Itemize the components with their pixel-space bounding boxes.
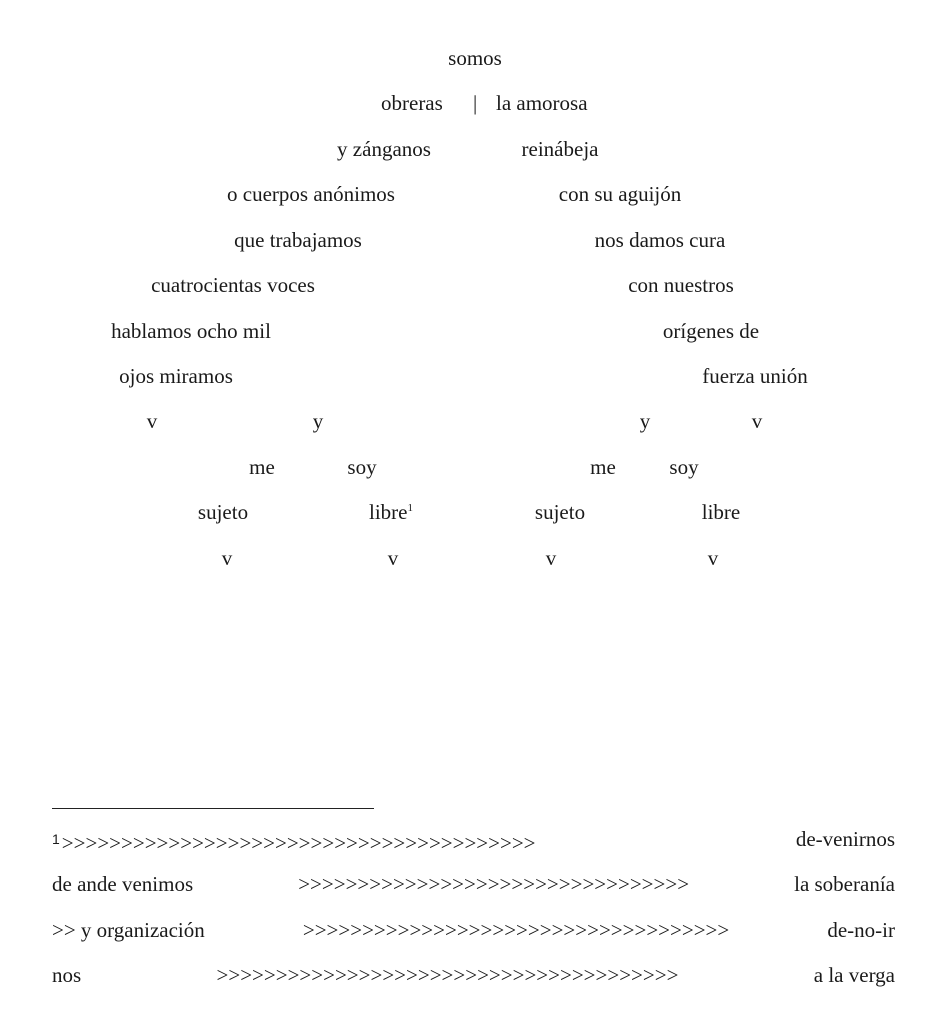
footnote-line-2-start: de ande venimos <box>52 872 194 896</box>
poem-word-con-nuestros: con nuestros <box>628 273 734 297</box>
poem-word-libre: libre <box>369 500 408 524</box>
poem-letter-v: v <box>387 546 399 570</box>
poem-word-nos-damos-cura: nos damos cura <box>594 228 726 252</box>
footnote-line-3-start: >> y organización <box>52 918 205 942</box>
poem-word-me: me <box>249 455 275 479</box>
poem-word-cuatrocientas-voces: cuatrocientas voces <box>151 273 315 297</box>
footnote-line-4-end: a la verga <box>813 963 895 987</box>
poem-letter-v: v <box>707 546 719 570</box>
poem-word-origenes-de: orígenes de <box>662 319 760 343</box>
footnote-arrows: >>>>>>>>>>>>>>>>>>>>>>>>>>>>>>>>>>>> <box>302 918 730 942</box>
footnote-line-1 <box>52 826 895 856</box>
poem-word-fuerza-union: fuerza unión <box>702 364 808 388</box>
footnote-line-4-start: nos <box>52 963 82 987</box>
poem-word-que-trabajamos: que trabajamos <box>234 228 362 252</box>
poem-letter-y: y <box>312 409 324 433</box>
poem-word-libre-with-footnote <box>369 499 413 525</box>
poem-letter-y: y <box>639 409 651 433</box>
footnote-line-3 <box>52 917 895 943</box>
poem-word-cuerpos-anonimos: o cuerpos anónimos <box>227 182 395 206</box>
poem-letter-v: v <box>221 546 233 570</box>
footnote-line-4 <box>52 962 895 988</box>
poem-word-somos: somos <box>448 46 502 70</box>
poem-separator-bar: | <box>473 91 478 115</box>
footnote-line-2 <box>52 871 895 897</box>
footnote-reference: 1 <box>407 502 413 514</box>
poem-word-y-zanganos: y zánganos <box>337 137 431 161</box>
poem-word-ojos-miramos: ojos miramos <box>119 364 233 388</box>
poem-letter-v: v <box>146 409 158 433</box>
poem-word-obreras: obreras <box>381 91 443 115</box>
poem-letter-v: v <box>545 546 557 570</box>
poem-word-soy: soy <box>669 455 699 479</box>
footnote-arrows: >>>>>>>>>>>>>>>>>>>>>>>>>>>>>>>>> <box>298 872 690 896</box>
footnote-marker: 1 <box>52 831 60 847</box>
footnote-arrows: >>>>>>>>>>>>>>>>>>>>>>>>>>>>>>>>>>>>>>>> <box>61 831 536 855</box>
poem-word-con-su-aguijon: con su aguijón <box>558 182 682 206</box>
poem-word-libre: libre <box>701 500 741 524</box>
poem-word-reinabeja: reinábeja <box>521 137 599 161</box>
footnote-arrows: >>>>>>>>>>>>>>>>>>>>>>>>>>>>>>>>>>>>>>> <box>216 963 679 987</box>
poem-word-sujeto: sujeto <box>534 500 586 524</box>
poem-word-hablamos-ocho-mil: hablamos ocho mil <box>111 319 271 343</box>
poem-letter-v: v <box>751 409 763 433</box>
footnote-line-3-end: de-no-ir <box>827 918 895 942</box>
footnote-line-1-end: de-venirnos <box>795 827 895 851</box>
footnote-line-2-end: la soberanía <box>794 872 895 896</box>
poem-word-la-amorosa: la amorosa <box>496 91 588 115</box>
poem-word-me: me <box>590 455 616 479</box>
footnote-separator-rule <box>52 808 374 809</box>
poem-word-sujeto: sujeto <box>197 500 249 524</box>
poem-word-soy: soy <box>347 455 377 479</box>
footnote-line-1-start <box>52 826 536 856</box>
